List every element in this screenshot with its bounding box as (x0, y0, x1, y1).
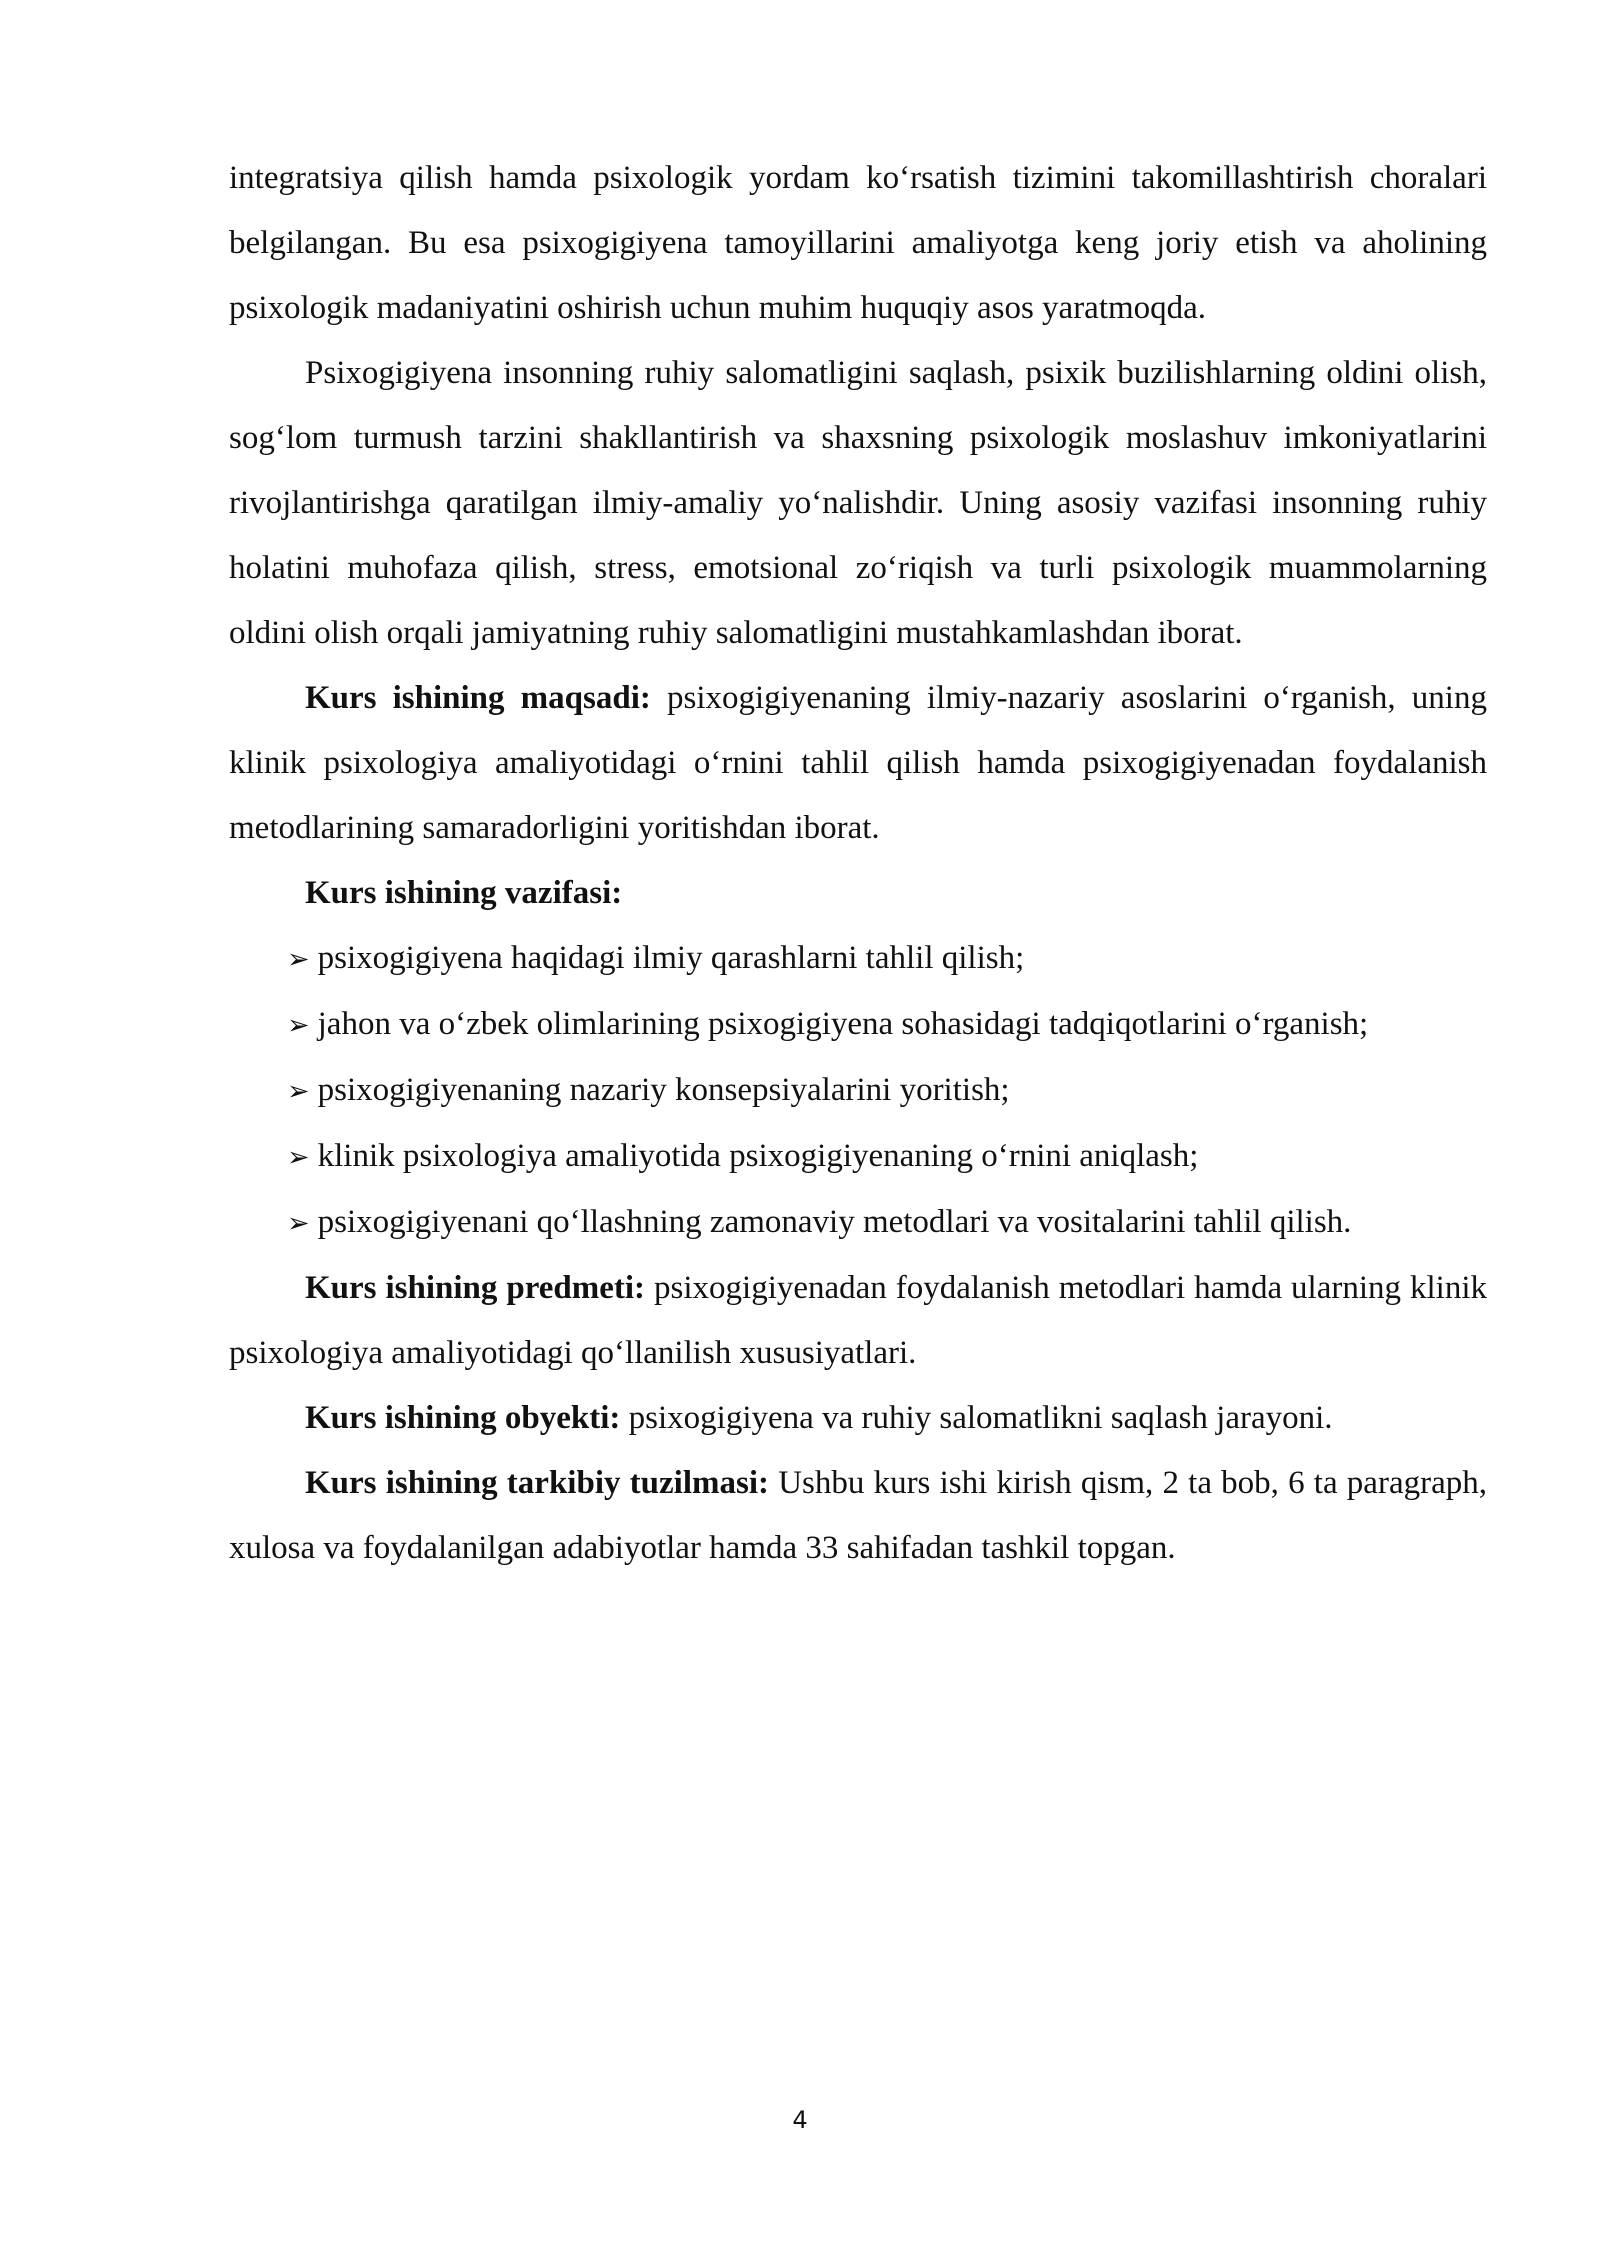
course-subject-label: Kurs ishining predmeti: (305, 1270, 646, 1306)
task-text: psixogigiyenani qo‘llashning zamonaviy metodlari va vositalarini tahlil qilish. (317, 1204, 1352, 1240)
course-object-label: Kurs ishining obyekti: (305, 1400, 621, 1436)
task-text: psixogigiyena haqidagi ilmiy qarashlarni tahlil qilish; (317, 940, 1025, 976)
task-list-item (229, 1058, 1487, 1124)
page-number: 4 (792, 2106, 808, 2134)
paragraph-intro-continuation: integratsiya qilish hamda psixologik yordam ko‘rsatish tizimini takomillashtirish choralari belgilangan. Bu esa psixogigiyena tamoyillarini amaliyotga keng joriy etish va aholining psixologik madaniyatini oshirish uchun muhim huquqiy asos yaratmoqda. (229, 160, 1487, 326)
course-goal-text: psixogigiyenaning ilmiy-nazariy asoslarini o‘rganish, uning klinik psixologiya amaliyotidagi o‘rnini tahlil qilish hamda psixogigiyenadan foydalanish metodlarining samaradorligini yoritishdan iborat. (229, 680, 1487, 846)
task-list-item (229, 926, 1487, 992)
task-list-item (229, 1190, 1487, 1256)
paragraph-course-goal (229, 666, 1487, 861)
task-list-item (229, 1124, 1487, 1190)
course-tasks-heading (229, 861, 1487, 926)
arrow-bullet-icon: ➢ (287, 1208, 310, 1239)
arrow-bullet-icon: ➢ (287, 1076, 310, 1107)
course-structure-label: Kurs ishining tarkibiy tuzilmasi: (305, 1465, 769, 1501)
task-text: jahon va o‘zbek olimlarining psixogigiyena sohasidagi tadqiqotlarini o‘rganish; (317, 1006, 1369, 1042)
arrow-bullet-icon: ➢ (287, 1142, 310, 1173)
task-text: klinik psixologiya amaliyotida psixogigiyenaning o‘rnini aniqlash; (317, 1138, 1199, 1174)
course-object-text: psixogigiyena va ruhiy salomatlikni saqlash jarayoni. (620, 1400, 1333, 1436)
paragraph-psychohygiene-definition: Psixogigiyena insonning ruhiy salomatligini saqlash, psixik buzilishlarning oldini olish, sog‘lom turmush tarzini shakllantirish va shaxsning psixologik moslashuv imkoniyatlarini rivojlantirishga qaratilgan ilmiy-amaliy yo‘nalishdir. Uning asosiy vazifasi insonning ruhiy holatini muhofaza qilish, stress, emotsional zo‘riqish va turli psixologik muammolarning oldini olish orqali jamiyatning ruhiy salomatligini mustahkamlashdan iborat. (229, 355, 1487, 651)
course-tasks-label: Kurs ishining vazifasi: (305, 875, 623, 911)
course-subject-text: psixogigiyenadan foydalanish metodlari hamda ularning klinik psixologiya amaliyotidagi qo‘llanilish xususiyatlari. (229, 1270, 1487, 1371)
paragraph-course-object (229, 1386, 1487, 1451)
task-text: psixogigiyenaning nazariy konsepsiyalarini yoritish; (317, 1072, 1010, 1108)
arrow-bullet-icon: ➢ (287, 1010, 310, 1041)
arrow-bullet-icon: ➢ (287, 944, 310, 975)
paragraph-course-structure (229, 1451, 1487, 1581)
page-content (229, 146, 1487, 1581)
task-list-item (229, 992, 1487, 1058)
course-structure-text: Ushbu kurs ishi kirish qism, 2 ta bob, 6 ta paragraph, xulosa va foydalanilgan adabiyotlar hamda 33 sahifadan tashkil topgan. (229, 1465, 1487, 1566)
paragraph-course-subject (229, 1256, 1487, 1386)
course-goal-label: Kurs ishining maqsadi: (305, 680, 651, 716)
